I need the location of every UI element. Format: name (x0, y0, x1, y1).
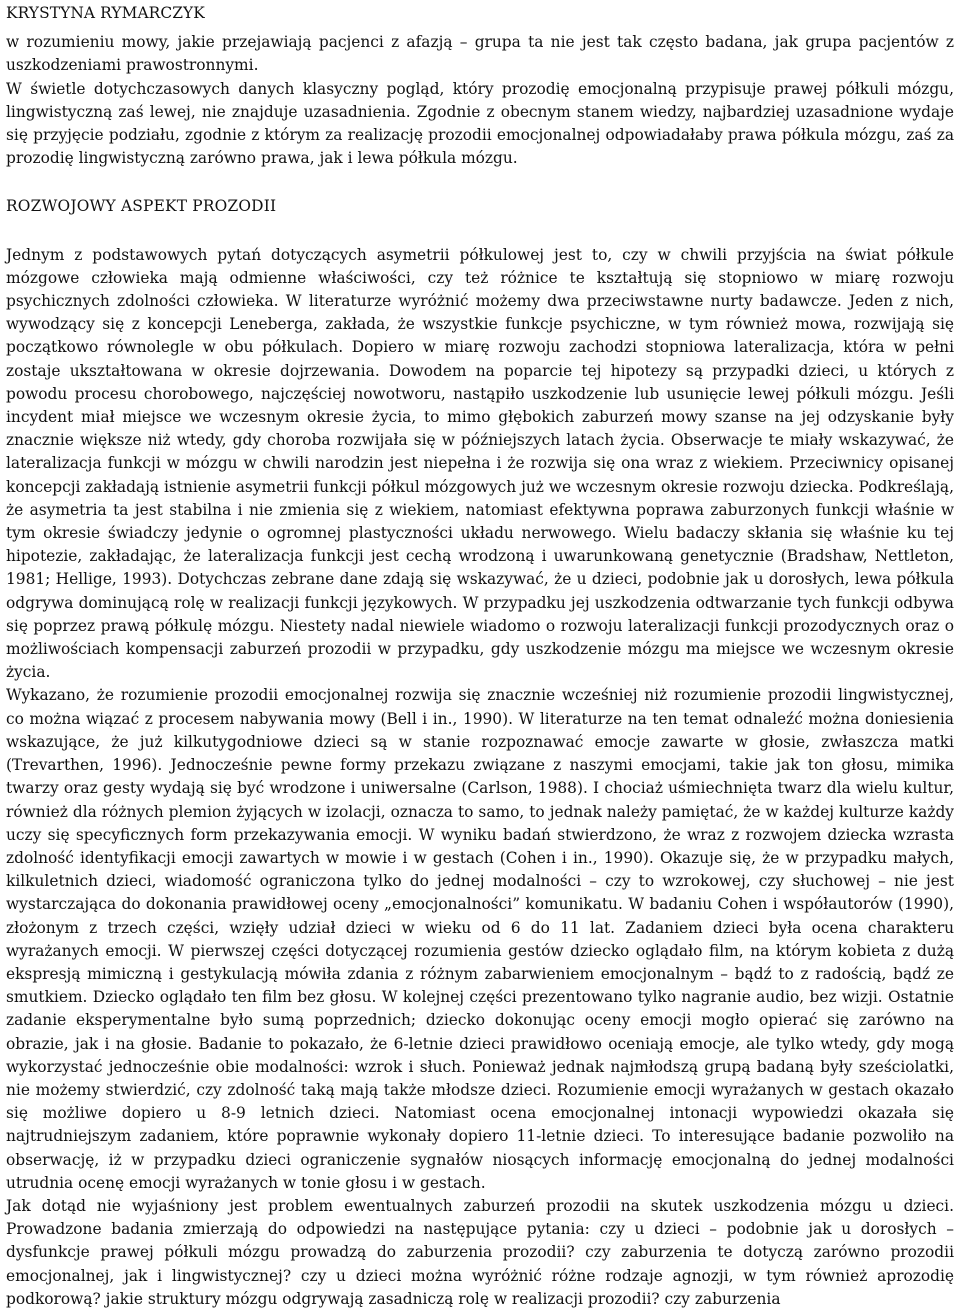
running-header-author: KRYSTYNA RYMARCZYK (6, 4, 205, 22)
section-heading: ROZWOJOWY ASPEKT PROZODII (6, 197, 277, 216)
paragraph-section-3: Jak dotąd nie wyjaśniony jest problem ewentualnych zaburzeń prozodii na skutek uszkodzenia mózgu u dzieci. Prowadzone badania zmierzają do odpowiedzi na następujące pytania: czy u dzieci – podobnie jak u dorosłych – dysfunkcje prawej półkuli mózgu prowadzą do zaburzenia prozodii? czy zaburzenia te dotyczą zarówno prozodii emocjonalnej, jak i lingwistycznej? czy u dzieci można wyróżnić różne rodzaje agnozji, w tym również aprozodię podkorową? jakie struktury mózgu odgrywają zasadniczą rolę w realizacji prozodii? czy zaburzenia (6, 1196, 954, 1308)
paragraph-intro-1: w rozumieniu mowy, jakie przejawiają pacjenci z afazją – grupa ta nie jest tak często badana, jak grupa pacjentów z uszkodzeniami prawostronnymi. (6, 33, 954, 75)
paragraph-intro-2: W świetle dotychczasowych danych klasyczny pogląd, który prozodię emocjonalną przypisuje prawej półkuli mózgu, lingwistyczną zaś lewej, nie znajduje uzasadnienia. Zgodnie z obecnym stanem wiedzy, najbardziej uzasadnione wydaje się przyjęcie podziału, zgodnie z którym za realizację prozodii emocjonalnej odpowiadałaby prawa półkula mózgu, zaś za prozodię lingwistyczną zarówno prawa, jak i lewa półkula mózgu. (6, 79, 954, 168)
paragraph-section-1: Jednym z podstawowych pytań dotyczących asymetrii półkulowej jest to, czy w chwili przyjścia na świat półkule mózgowe człowieka mają odmienne właściwości, czy też różnice te kształtują się stopniowo w miarę rozwoju psychicznych zdolności człowieka. W literaturze wyróżnić możemy dwa przeciwstawne nurty badawcze. Jeden z nich, wywodzący się z koncepcji Leneberga, zakłada, że wszystkie funkcje psychiczne, w tym również mowa, rozwijają się początkowo równolegle w obu półkulach. Dopiero w miarę rozwoju zachodzi stopniowa lateralizacja, która w pełni zostaje ukształtowana w okresie dojrzewania. Dowodem na poparcie tej hipotezy są przypadki dzieci, u których z powodu procesu chorobowego, najczęściej nowotworu, nastąpiło uszkodzenie lub usunięcie lewej półkuli mózgu. Jeśli incydent miał miejsce we wczesnym okresie życia, to mimo głębokich zaburzeń mowy szanse na jej odzyskanie były znacznie większe niż wtedy, gdy choroba rozwijała się w późniejszych latach życia. Obserwacje te miały wskazywać, że lateralizacja funkcji w mózgu w chwili narodzin jest niepełna i że rozwija się ona wraz z wiekiem. Przeciwnicy opisanej koncepcji zakładają istnienie asymetrii funkcji półkul mózgowych już we wczesnym okresie rozwoju dziecka. Podkreślają, że asymetria ta jest stabilna i nie zmienia się z wiekiem, natomiast efektywna poprawa zaburzonych funkcji właśnie w tym okresie świadczy jedynie o ogromnej plastyczności układu nerwowego. Wielu badaczy skłania się właśnie ku tej hipotezie, zakładając, że lateralizacja funkcji jest cechą wrodzoną i uwarunkowaną genetycznie (Bradshaw, Nettleton, 1981; Hellige, 1993). Dotychczas zebrane dane zdają się wskazywać, że u dzieci, podobnie jak u dorosłych, lewa półkula odgrywa dominującą rolę w realizacji funkcji językowych. W przypadku jej uszkodzenia odtwarzanie tych funkcji odbywa się poprzez prawą półkulę mózgu. Niestety nadal niewiele wiadomo o rozwoju lateralizacji funkcji prozodycznych oraz o możliwościach kompensacji zaburzeń prozodii w przypadku, gdy uszkodzenie mózgu ma miejsce we wczesnym okresie życia. (6, 245, 954, 682)
paragraph-section-2: Wykazano, że rozumienie prozodii emocjonalnej rozwija się znacznie wcześniej niż rozumienie prozodii lingwistycznej, co można wiązać z procesem nabywania mowy (Bell i in., 1990). W literaturze na ten temat odnaleźć można doniesienia wskazujące, że już kilkutygodniowe dzieci są w stanie rozpoznawać emocje zawarte w głosie, zwłaszcza matki (Trevarthen, 1996). Jednocześnie pewne formy przekazu związane z naszymi emocjami, takie jak ton głosu, mimika twarzy oraz gesty wydają się być wrodzone i uniwersalne (Carlson, 1988). I chociaż uśmiechnięta twarz dla wielu kultur, również dla różnych plemion żyjących w izolacji, oznacza to samo, to jednak należy pamiętać, że w każdej kulturze każdy uczy się specyficznych form przekazywania emocji. W wyniku badań stwierdzono, że wraz z rozwojem dziecka wzrasta zdolność identyfikacji emocji zawartych w mowie i w gestach (Cohen i in., 1990). Okazuje się, że w przypadku małych, kilkuletnich dzieci, wiadomość ograniczona tylko do jednej modalności – czy to wzrokowej, czy słuchowej – nie jest wystarczająca do dokonania prawidłowej oceny „emocjonalności” komunikatu. W badaniu Cohen i współautorów (1990), złożonym z trzech części, wzięły udział dzieci w wieku od 6 do 11 lat. Zadaniem dzieci była ocena charakteru wyrażanych emocji. W pierwszej części dotyczącej rozumienia gestów dziecko oglądało film, na którym kobieta z dużą ekspresją mimiczną i gestykulacją mówiła zdania z różnym zabarwieniem emocjonalnym – bądź to z radością, bądź ze smutkiem. Dziecko oglądało ten film bez głosu. W kolejnej części prezentowano tylko nagranie audio, bez wizji. Ostatnie zadanie eksperymentalne było sumą poprzednich; dziecko dokonując oceny emocji mogło opierać się zarówno na obrazie, jak i na głosie. Badanie to pokazało, że 6-letnie dzieci prawidłowo oceniają emocje, ale tylko wtedy, gdy mogą wykorzystać jednocześnie obie modalności: wzrok i słuch. Ponieważ jednak najmłodszą grupą badaną były sześciolatki, nie możemy stwierdzić, czy zdolność taką mają także młodsze dzieci. Rozumienie emocji wyrażanych w gestach okazało się możliwe dopiero u 8-9 letnich dzieci. Natomiast ocena emocjonalnej intonacji wypowiedzi okazała się najtrudniejszym zadaniem, które poprawnie wykonały dopiero 11-letnie dzieci. To interesujące badanie pozwoliło na obserwację, iż w przypadku dzieci ograniczenie sygnałów niosących informację emocjonalną do jednej modalności utrudnia ocenę emocji wyrażanych w tonie głosu i w gestach. (6, 686, 954, 1192)
